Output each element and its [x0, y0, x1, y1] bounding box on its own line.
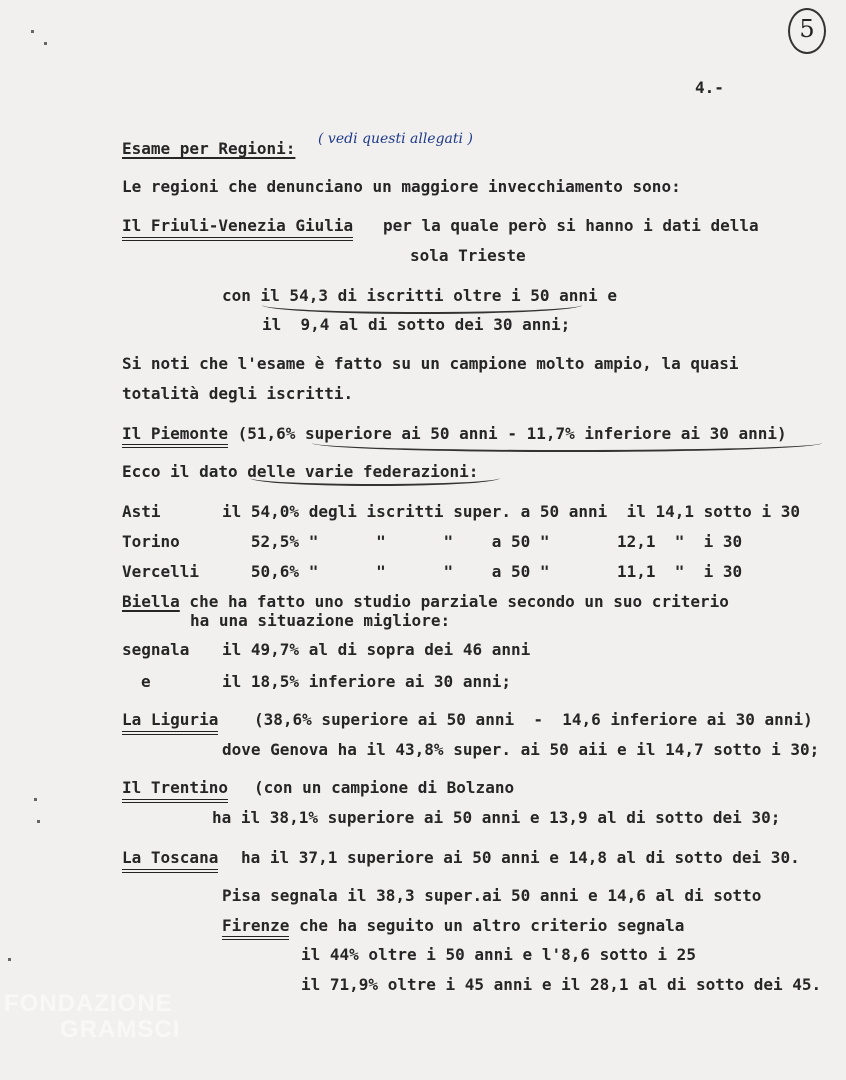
margin-mark — [31, 30, 34, 33]
fed-data: il 54,0% degli iscritti super. a 50 anni il 14,1 sotto i 30 — [222, 502, 800, 521]
margin-mark — [8, 958, 11, 961]
hand-underline — [250, 470, 500, 486]
biella-line1 — [122, 592, 729, 612]
fed-name: Asti — [122, 502, 161, 521]
region-trentino: Il Trentino — [122, 778, 228, 803]
biella-e-label: e — [141, 672, 151, 691]
toscana-line1: ha il 37,1 superiore ai 50 anni e 14,8 al di sotto dei 30. — [241, 848, 800, 867]
note-line1: Si noti che l'esame è fatto su un campione molto ampio, la quasi — [122, 354, 739, 373]
friuli-data1-post: e — [597, 286, 617, 305]
page-number: 4.- — [695, 78, 724, 97]
fed-name: Torino — [122, 532, 180, 551]
friuli-data1-underlined: il 54,3 di iscritti oltre i 50 anni — [260, 286, 598, 305]
page-mark: 5 — [799, 15, 815, 43]
margin-mark — [44, 42, 47, 45]
biella-seg-label: segnala — [122, 640, 190, 659]
region-friuli: Il Friuli-Venezia Giulia — [122, 216, 353, 241]
piemonte-data: superiore ai 50 anni - 11,7% inferiore ai 30 anni) — [305, 424, 787, 443]
biella-line2: ha una situazione migliore: — [190, 611, 451, 630]
section-heading: Esame per Regioni: — [122, 139, 296, 158]
trentino-line2: ha il 38,1% superiore ai 50 anni e 13,9 al di sotto dei 30; — [212, 808, 781, 827]
friuli-data2: il 9,4 al di sotto dei 30 anni; — [262, 315, 571, 334]
region-piemonte: Il Piemonte — [122, 424, 228, 448]
intro-text: Le regioni che denunciano un maggiore invecchiamento sono: — [122, 177, 681, 196]
trentino-line1: (con un campione di Bolzano — [254, 778, 515, 797]
fed-data: 52,5% " " " a 50 " 12,1 " i 30 — [222, 532, 743, 551]
note-line2: totalità degli iscritti. — [122, 384, 354, 403]
region-liguria: La Liguria — [122, 710, 218, 735]
federazioni-pre: Ecco il dato — [122, 462, 248, 481]
toscana-firenze — [222, 916, 684, 936]
piemonte-pre: (51,6% — [227, 424, 306, 443]
region-toscana: La Toscana — [122, 848, 218, 873]
liguria-line1: (38,6% superiore ai 50 anni - 14,6 inferiore ai 30 anni) — [254, 710, 813, 729]
watermark-line1: FONDAZIONE — [4, 990, 173, 1017]
biella-name: Biella — [122, 592, 180, 611]
firenze-data2: il 71,9% oltre i 45 anni e il 28,1 al di sotto dei 45. — [301, 975, 822, 994]
toscana-pisa: Pisa segnala il 38,3 super.ai 50 anni e 14,6 al di sotto — [222, 886, 762, 905]
firenze-text: che ha seguito un altro criterio segnala — [289, 916, 685, 935]
federazioni-underlined: delle varie federazioni: — [247, 462, 479, 481]
liguria-line2: dove Genova ha il 43,8% super. ai 50 aii e il 14,7 sotto i 30; — [222, 740, 820, 759]
biella-seg-text: il 49,7% al di sopra dei 46 anni — [222, 640, 531, 659]
biella-e-text: il 18,5% inferiore ai 30 anni; — [222, 672, 511, 691]
margin-mark — [34, 798, 37, 801]
firenze-name: Firenze — [222, 916, 289, 940]
firenze-data1: il 44% oltre i 50 anni e l'8,6 sotto i 25 — [301, 945, 696, 964]
margin-mark — [37, 820, 40, 823]
hand-underline — [312, 434, 822, 452]
fed-name: Vercelli — [122, 562, 200, 581]
friuli-data1-pre: con — [222, 286, 261, 305]
friuli-desc1: per la quale però si hanno i dati della — [383, 216, 759, 235]
hand-underline — [262, 296, 582, 314]
handwritten-note: ( vedi questi allegati ) — [318, 131, 473, 147]
friuli-desc2: sola Trieste — [410, 246, 526, 265]
fed-data: 50,6% " " " a 50 " 11,1 " i 30 — [222, 562, 743, 581]
page-mark-circle — [788, 8, 826, 54]
watermark-line2: GRAMSCI — [60, 1016, 181, 1043]
biella-text1: che ha fatto uno studio parziale secondo un suo criterio — [179, 592, 729, 611]
